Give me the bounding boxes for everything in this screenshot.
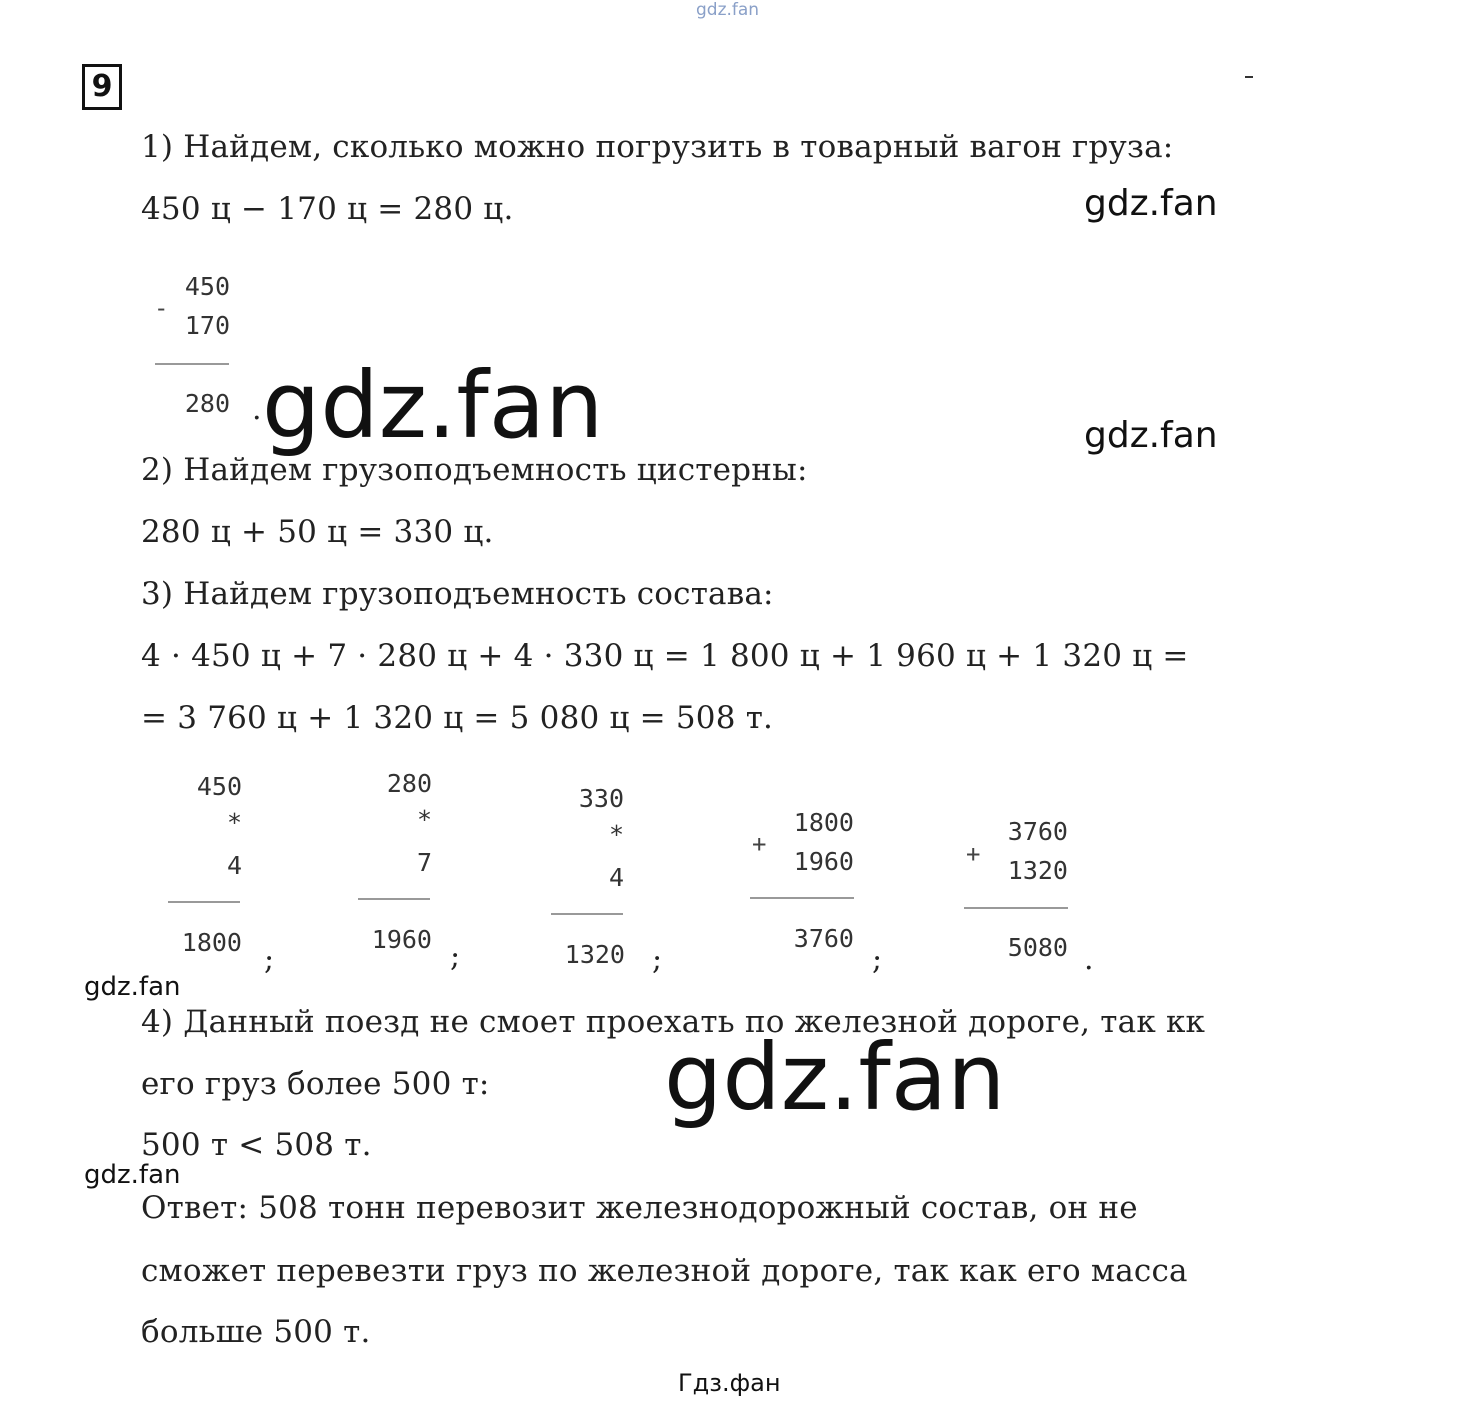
factor-a: 450 bbox=[196, 772, 242, 801]
watermark-big-1: gdz.fan bbox=[262, 352, 604, 459]
factor-a: 330 bbox=[578, 784, 624, 813]
watermark-right-2: gdz.fan bbox=[1084, 415, 1218, 456]
sum: 5080 bbox=[1007, 933, 1068, 962]
result-line bbox=[750, 897, 854, 899]
end-punct: ; bbox=[652, 942, 663, 977]
watermark-left-1: gdz.fan bbox=[84, 972, 181, 1002]
step4-line1: 4) Данный поезд не смоет проехать по железной дороге, так кк bbox=[141, 1004, 1206, 1040]
factor-b: 4 bbox=[608, 863, 624, 892]
watermark-left-2: gdz.fan bbox=[84, 1160, 181, 1190]
result-line bbox=[551, 913, 623, 915]
minus-sign: - bbox=[154, 294, 169, 322]
watermark-footer: Гдз.фан bbox=[678, 1369, 781, 1397]
multiply-sign: * bbox=[416, 805, 432, 834]
result-line bbox=[155, 363, 229, 365]
sum: 3760 bbox=[793, 924, 854, 953]
end-punct: . bbox=[252, 392, 262, 427]
end-punct: ; bbox=[872, 942, 883, 977]
factor-b: 7 bbox=[416, 848, 432, 877]
multiply-sign: * bbox=[226, 808, 242, 837]
addend-b: 1320 bbox=[1007, 856, 1068, 885]
subtrahend: 170 bbox=[184, 311, 230, 340]
answer-line2: сможет перевезти груз по железной дороге, так как его масса bbox=[141, 1253, 1188, 1289]
difference: 280 bbox=[184, 389, 230, 418]
end-punct: ; bbox=[450, 939, 461, 974]
watermark-big-2: gdz.fan bbox=[664, 1024, 1006, 1131]
answer-line1: Ответ: 508 тонн перевозит железнодорожный состав, он не bbox=[141, 1190, 1138, 1226]
end-punct: ; bbox=[264, 942, 275, 977]
factor-b: 4 bbox=[226, 851, 242, 880]
watermark-top: gdz.fan bbox=[696, 0, 760, 20]
step1-equation: 450 ц − 170 ц = 280 ц. bbox=[141, 191, 514, 227]
addend-a: 1800 bbox=[793, 808, 854, 837]
multiply-sign: * bbox=[608, 820, 624, 849]
step3-equation-line2: = 3 760 ц + 1 320 ц = 5 080 ц = 508 т. bbox=[141, 700, 774, 736]
step2-equation: 280 ц + 50 ц = 330 ц. bbox=[141, 514, 494, 550]
answer-line3: больше 500 т. bbox=[141, 1314, 371, 1350]
end-punct: . bbox=[1084, 942, 1094, 977]
minuend: 450 bbox=[184, 272, 230, 301]
stray-mark bbox=[1245, 76, 1253, 78]
step3-title: 3) Найдем грузоподъемность состава: bbox=[141, 576, 774, 612]
step4-equation: 500 т < 508 т. bbox=[141, 1127, 372, 1163]
product: 1960 bbox=[371, 925, 432, 954]
result-line bbox=[168, 901, 240, 903]
product: 1320 bbox=[564, 940, 625, 969]
result-line bbox=[358, 898, 430, 900]
product: 1800 bbox=[181, 928, 242, 957]
plus-sign: + bbox=[966, 840, 981, 868]
step4-line2: его груз более 500 т: bbox=[141, 1066, 490, 1102]
addend-a: 3760 bbox=[1007, 817, 1068, 846]
watermark-right-1: gdz.fan bbox=[1084, 183, 1218, 224]
plus-sign: + bbox=[752, 830, 767, 858]
task-number: 9 bbox=[82, 64, 122, 110]
factor-a: 280 bbox=[386, 769, 432, 798]
result-line bbox=[964, 907, 1068, 909]
addend-b: 1960 bbox=[793, 847, 854, 876]
step1-title: 1) Найдем, сколько можно погрузить в товарный вагон груза: bbox=[141, 129, 1174, 165]
step3-equation-line1: 4 · 450 ц + 7 · 280 ц + 4 · 330 ц = 1 800 ц + 1 960 ц + 1 320 ц = bbox=[141, 638, 1189, 674]
step2-title: 2) Найдем грузоподъемность цистерны: bbox=[141, 452, 808, 488]
